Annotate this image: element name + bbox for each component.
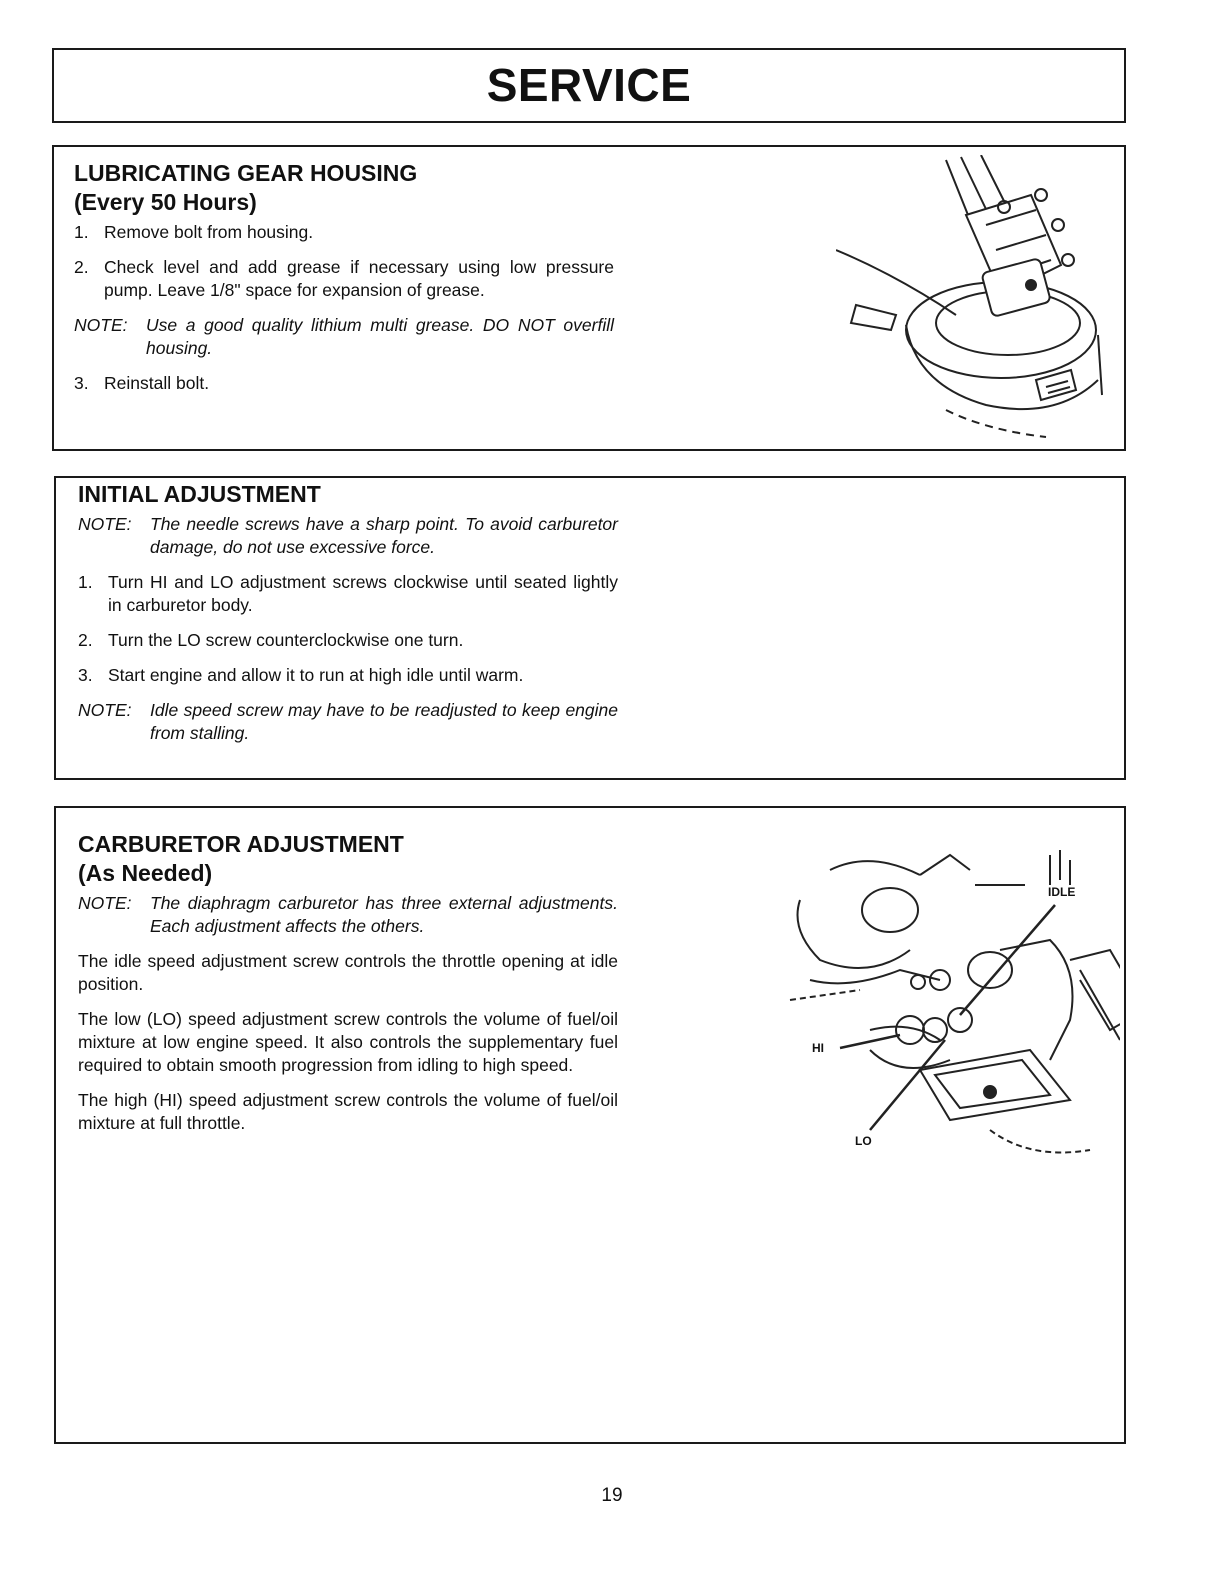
- page-number: 19: [601, 1485, 623, 1506]
- figure-label-hi: HI: [812, 1041, 824, 1055]
- section-heading: [74, 159, 614, 217]
- step-text: Turn HI and LO adjustment screws clockwise until seated lightly in carburetor body.: [108, 572, 618, 615]
- step-number: 1.: [78, 572, 93, 592]
- note-label: NOTE:: [78, 893, 132, 913]
- section-text: [74, 159, 614, 407]
- paragraph: The high (HI) speed adjustment screw controls the volume of fuel/oil mixture at full throttle.: [78, 1090, 618, 1133]
- step-number: 2.: [74, 257, 89, 277]
- section-lubricating-gear-housing: [52, 145, 1126, 451]
- list-item: [78, 629, 618, 652]
- note-label: NOTE:: [78, 514, 132, 534]
- step-number: 2.: [78, 630, 93, 650]
- section-text: [78, 480, 618, 757]
- steps-list: [74, 372, 614, 395]
- note: [78, 892, 618, 938]
- carburetor-illustration: [750, 830, 1120, 1170]
- step-text: Check level and add grease if necessary using low pressure pump. Leave 1/8" space for expansion of grease.: [104, 257, 614, 300]
- section-carburetor-adjustment: [54, 806, 1126, 1444]
- section-text: [78, 830, 618, 1147]
- note-text: The needle screws have a sharp point. To avoid carburetor damage, do not use excessive force.: [150, 514, 618, 557]
- title-box: [52, 48, 1126, 123]
- steps-list: [78, 571, 618, 687]
- note-text: Use a good quality lithium multi grease. DO NOT overfill housing.: [146, 315, 614, 358]
- list-item: [74, 221, 614, 244]
- note: [74, 314, 614, 360]
- section-title: CARBURETOR ADJUSTMENT: [78, 831, 404, 857]
- step-text: Start engine and allow it to run at high idle until warm.: [108, 665, 524, 685]
- step-text: Remove bolt from housing.: [104, 222, 314, 242]
- note-label: NOTE:: [78, 700, 132, 720]
- figure-label-lo: LO: [855, 1134, 872, 1148]
- paragraph: The idle speed adjustment screw controls the throttle opening at idle position.: [78, 951, 618, 994]
- step-number: 1.: [74, 222, 89, 242]
- list-item: [74, 372, 614, 395]
- section-subtitle: (As Needed): [78, 860, 213, 886]
- section-initial-adjustment: [54, 476, 1126, 780]
- note: [78, 513, 618, 559]
- step-text: Turn the LO screw counterclockwise one turn.: [108, 630, 464, 650]
- figure-label-idle: IDLE: [1048, 885, 1076, 899]
- section-title: INITIAL ADJUSTMENT: [78, 481, 321, 507]
- list-item: [78, 664, 618, 687]
- note-label: NOTE:: [74, 315, 128, 335]
- section-title: LUBRICATING GEAR HOUSING: [74, 160, 418, 186]
- section-heading: [78, 830, 618, 888]
- list-item: [74, 256, 614, 302]
- step-number: 3.: [78, 665, 93, 685]
- section-subtitle: (Every 50 Hours): [74, 189, 257, 215]
- note: [78, 699, 618, 745]
- step-text: Reinstall bolt.: [104, 373, 210, 393]
- note-text: Idle speed screw may have to be readjusted to keep engine from stalling.: [150, 700, 618, 743]
- page-title: SERVICE: [486, 59, 692, 111]
- step-number: 3.: [74, 373, 89, 393]
- list-item: [78, 571, 618, 617]
- gear-housing-illustration: [836, 155, 1106, 440]
- note-text: The diaphragm carburetor has three external adjustments. Each adjustment affects the others.: [150, 893, 618, 936]
- paragraph: The low (LO) speed adjustment screw controls the volume of fuel/oil mixture at low engine speed. It also controls the supplementary fuel required to obtain smooth progression from idling to high speed.: [78, 1009, 618, 1075]
- steps-list: [74, 221, 614, 302]
